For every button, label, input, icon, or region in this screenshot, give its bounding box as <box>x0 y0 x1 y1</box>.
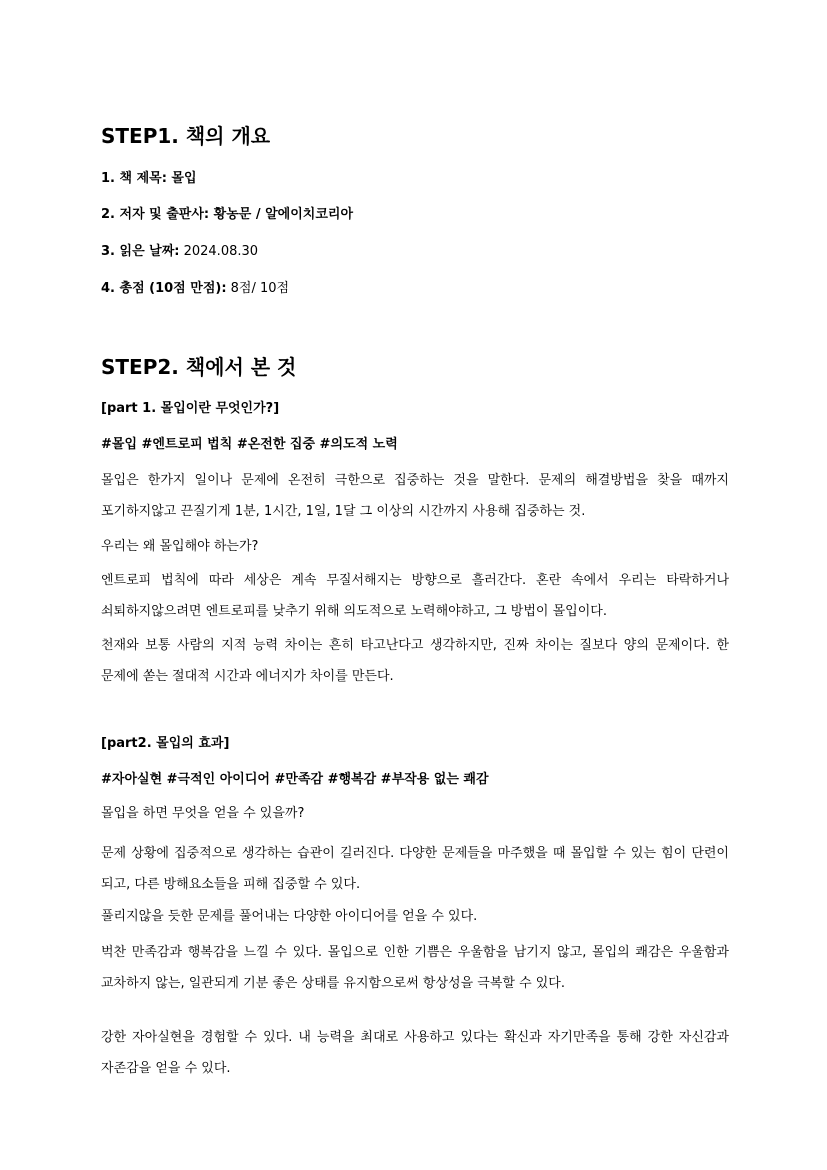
read-date-value: 2024.08.30 <box>179 244 259 259</box>
author-publisher-item <box>101 206 353 224</box>
part2-paragraph: 강한 자아실현을 경험할 수 있다. 내 능력을 최대로 사용하고 있다는 확신과 자기만족을 통해 강한 자신감과 자존감을 얻을 수 있다. <box>101 1030 729 1076</box>
part2-paragraph: 풀리지않을 듯한 문제를 풀어내는 다양한 아이디어를 얻을 수 있다. <box>101 909 478 924</box>
score-item <box>101 280 289 298</box>
read-date-label: 3. 읽은 날짜: <box>101 244 180 259</box>
read-date-item <box>101 243 258 261</box>
book-title-label: 1. 책 제목: 몰입 <box>101 171 197 186</box>
book-title-item <box>101 170 197 188</box>
part1-paragraph: 천재와 보통 사람의 지적 능력 차이는 흔히 타고난다고 생각하지만, 진짜 차이는 질보다 양의 문제이다. 한 문제에 쏟는 절대적 시간과 에너지가 차이를 만든다. <box>101 638 729 684</box>
score-label: 4. 총점 (10점 만점): <box>101 281 227 296</box>
author-publisher-label: 2. 저자 및 출판사: 황농문 / 알에이치코리아 <box>101 207 354 222</box>
part2-paragraph: 문제 상황에 집중적으로 생각하는 습관이 길러진다. 다양한 문제들을 마주했을 때 몰입할 수 있는 힘이 단련이 되고, 다른 방해요소들을 피해 집중할 수 있다. <box>101 846 729 892</box>
part1-paragraph: 엔트로피 법칙에 따라 세상은 계속 무질서해지는 방향으로 흘러간다. 혼란 속에서 우리는 타락하거나 쇠퇴하지않으려면 엔트로피를 낮추기 위해 의도적으로 노력해야하고, 그 방법이 몰입이다. <box>101 573 729 619</box>
part2-paragraph: 몰입을 하면 무엇을 얻을 수 있을까? <box>101 806 305 821</box>
step1-heading: STEP1. 책의 개요 <box>101 124 271 148</box>
part1-title: [part 1. 몰입이란 무엇인가?] <box>101 401 280 416</box>
part2-tags: #자아실현 #극적인 아이디어 #만족감 #행복감 #부작용 없는 쾌감 <box>101 772 489 787</box>
step2-heading: STEP2. 책에서 본 것 <box>101 355 297 379</box>
part1-tags: #몰입 #엔트로피 법칙 #온전한 집중 #의도적 노력 <box>101 437 398 452</box>
part2-paragraph: 벅찬 만족감과 행복감을 느낄 수 있다. 몰입으로 인한 기쁨은 우울함을 남기지 않고, 몰입의 쾌감은 우울함과 교차하지 않는, 일관되게 기분 좋은 상태를 유지함으로써 항상성을 극복할 수 있다. <box>101 945 729 991</box>
part2-title: [part2. 몰입의 효과] <box>101 736 230 751</box>
part1-paragraph: 몰입은 한가지 일이나 문제에 온전히 극한으로 집중하는 것을 말한다. 문제의 해결방법을 찾을 때까지 포기하지않고 끈질기게 1분, 1시간, 1일, 1달 그 이상의 시간까지 사용해 집중하는 것. <box>101 473 729 519</box>
score-value: 8점/ 10점 <box>226 281 290 296</box>
part1-paragraph: 우리는 왜 몰입해야 하는가? <box>101 539 259 554</box>
